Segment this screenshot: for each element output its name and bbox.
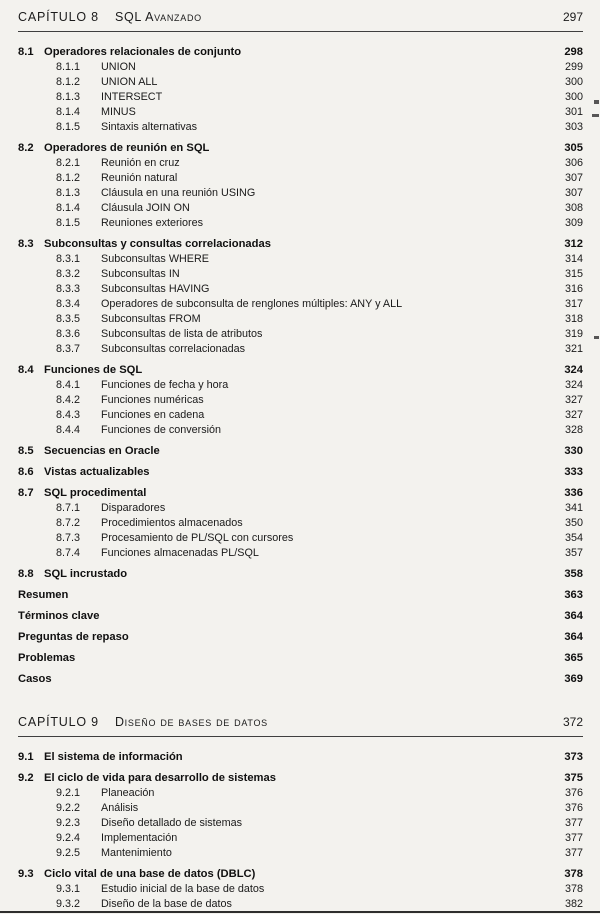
toc-entry-number: 8.3.3 bbox=[56, 283, 81, 295]
toc-entry-page: 306 bbox=[564, 157, 583, 169]
chapter-8-label: CAPÍTULO 8 bbox=[18, 10, 99, 24]
toc-entry-page: 324 bbox=[564, 364, 583, 376]
chapter-9-page-number: 372 bbox=[562, 715, 583, 729]
toc-entry-page: 376 bbox=[564, 802, 583, 814]
toc-entry bbox=[18, 867, 583, 882]
toc-entry bbox=[18, 363, 583, 378]
toc-entry-number: 8.1.5 bbox=[56, 217, 81, 229]
toc-entry-title: Subconsultas HAVING bbox=[101, 283, 210, 295]
toc-entry-page: 312 bbox=[564, 238, 583, 250]
toc-entry-page: 317 bbox=[564, 298, 583, 310]
toc-entry-title: Subconsultas IN bbox=[101, 268, 180, 280]
toc-entry-page: 303 bbox=[564, 121, 583, 133]
toc-entry bbox=[18, 297, 583, 312]
toc-entry bbox=[18, 771, 583, 786]
chapter-9-entries bbox=[18, 750, 583, 912]
toc-entry-page: 300 bbox=[564, 91, 583, 103]
toc-entry bbox=[18, 408, 583, 423]
toc-entry-number: 8.8 bbox=[18, 568, 34, 580]
toc-entry-page: 382 bbox=[564, 898, 583, 910]
toc-entry bbox=[18, 588, 583, 603]
toc-entry bbox=[18, 672, 583, 687]
toc-entry-title: Planeación bbox=[101, 787, 155, 799]
toc-entry-page: 376 bbox=[564, 787, 583, 799]
toc-entry bbox=[18, 465, 583, 480]
toc-entry-number: 8.3 bbox=[18, 238, 34, 250]
toc-entry-title: Operadores de subconsulta de renglones múltiples: ANY y ALL bbox=[101, 298, 403, 310]
toc-entry-page: 301 bbox=[564, 106, 583, 118]
toc-entry-title: Diseño detallado de sistemas bbox=[101, 817, 243, 829]
toc-entry-title: Términos clave bbox=[18, 610, 100, 622]
toc-entry-title: SQL incrustado bbox=[44, 568, 128, 580]
toc-entry-title: Preguntas de repaso bbox=[18, 631, 129, 643]
toc-entry-number: 8.5 bbox=[18, 445, 34, 457]
toc-entry-page: 336 bbox=[564, 487, 583, 499]
chapter-9-label: CAPÍTULO 9 bbox=[18, 715, 99, 729]
chapter-9-title: Diseño de bases de datos bbox=[114, 715, 268, 729]
toc-entry-page: 350 bbox=[564, 517, 583, 529]
toc-entry bbox=[18, 342, 583, 357]
toc-entry-number: 9.1 bbox=[18, 751, 34, 763]
toc-entry bbox=[18, 186, 583, 201]
toc-entry bbox=[18, 201, 583, 216]
toc-entry-page: 300 bbox=[564, 76, 583, 88]
toc-entry-page: 305 bbox=[564, 142, 583, 154]
toc-entry-page: 328 bbox=[564, 424, 583, 436]
toc-entry-title: Implementación bbox=[101, 832, 178, 844]
toc-entry-page: 373 bbox=[564, 751, 583, 763]
toc-entry-number: 8.4.1 bbox=[56, 379, 81, 391]
toc-entry bbox=[18, 531, 583, 546]
toc-entry-number: 8.7.3 bbox=[56, 532, 81, 544]
toc-entry-number: 8.3.7 bbox=[56, 343, 81, 355]
toc-entry-page: 378 bbox=[564, 868, 583, 880]
toc-entry-number: 9.2.3 bbox=[56, 817, 81, 829]
toc-entry-title: Operadores relacionales de conjunto bbox=[44, 46, 242, 58]
toc-entry bbox=[18, 846, 583, 861]
toc-entry-title: Problemas bbox=[18, 652, 76, 664]
toc-entry bbox=[18, 90, 583, 105]
toc-entry bbox=[18, 393, 583, 408]
toc-entry-title: Cláusula en una reunión USING bbox=[101, 187, 256, 199]
toc-entry-page: 314 bbox=[564, 253, 583, 265]
toc-entry-number: 9.2.1 bbox=[56, 787, 81, 799]
toc-entry-title: SQL procedimental bbox=[44, 487, 147, 499]
toc-entry bbox=[18, 267, 583, 282]
toc-entry-page: 364 bbox=[564, 610, 583, 622]
toc-entry-title: Sintaxis alternativas bbox=[101, 121, 198, 133]
toc-entry bbox=[18, 105, 583, 120]
toc-entry-page: 333 bbox=[564, 466, 583, 478]
toc-entry-number: 8.6 bbox=[18, 466, 34, 478]
toc-entry bbox=[18, 141, 583, 156]
toc-entry-page: 364 bbox=[564, 631, 583, 643]
toc-entry-number: 8.3.4 bbox=[56, 298, 81, 310]
toc-entry-title: Resumen bbox=[18, 589, 69, 601]
toc-entry bbox=[18, 444, 583, 459]
toc-entry-title: Procedimientos almacenados bbox=[101, 517, 243, 529]
toc-entry-title: Secuencias en Oracle bbox=[44, 445, 160, 457]
toc-entry bbox=[18, 786, 583, 801]
toc-entry bbox=[18, 486, 583, 501]
toc-entry-title: Subconsultas FROM bbox=[101, 313, 201, 325]
toc-entry bbox=[18, 60, 583, 75]
toc-entry bbox=[18, 156, 583, 171]
toc-entry-page: 307 bbox=[564, 172, 583, 184]
chapter-8-page-number: 297 bbox=[562, 10, 583, 24]
toc-entry-number: 8.3.6 bbox=[56, 328, 81, 340]
toc-entry-title: Subconsultas correlacionadas bbox=[101, 343, 246, 355]
toc-entry-title: Subconsultas WHERE bbox=[101, 253, 210, 265]
toc-entry-title: Reunión natural bbox=[101, 172, 178, 184]
toc-entry-number: 9.2.4 bbox=[56, 832, 81, 844]
toc-entry bbox=[18, 45, 583, 60]
toc-entry bbox=[18, 567, 583, 582]
toc-entry bbox=[18, 750, 583, 765]
toc-entry bbox=[18, 237, 583, 252]
toc-entry-page: 316 bbox=[564, 283, 583, 295]
toc-entry-page: 377 bbox=[564, 832, 583, 844]
toc-entry-title: Subconsultas de lista de atributos bbox=[101, 328, 263, 340]
toc-entry bbox=[18, 882, 583, 897]
toc-entry bbox=[18, 327, 583, 342]
toc-entry-page: 315 bbox=[564, 268, 583, 280]
toc-entry-number: 8.2 bbox=[18, 142, 34, 154]
toc-entry-number: 8.4.2 bbox=[56, 394, 81, 406]
toc-entry bbox=[18, 312, 583, 327]
toc-entry bbox=[18, 546, 583, 561]
scan-artifact bbox=[592, 114, 599, 117]
toc-entry-title: Reuniones exteriores bbox=[101, 217, 204, 229]
toc-entry-page: 319 bbox=[564, 328, 583, 340]
toc-entry-title: Funciones de SQL bbox=[44, 364, 143, 376]
toc-entry-number: 9.2.5 bbox=[56, 847, 81, 859]
toc-entry bbox=[18, 630, 583, 645]
toc-entry bbox=[18, 282, 583, 297]
toc-entry-title: Operadores de reunión en SQL bbox=[44, 142, 210, 154]
toc-entry-title: INTERSECT bbox=[101, 91, 163, 103]
toc-entry bbox=[18, 609, 583, 624]
toc-entry-title: Vistas actualizables bbox=[44, 466, 150, 478]
toc-entry-page: 341 bbox=[564, 502, 583, 514]
toc-entry-title: Funciones almacenadas PL/SQL bbox=[101, 547, 259, 559]
toc-entry-title: Disparadores bbox=[101, 502, 166, 514]
toc-entry-number: 9.3.2 bbox=[56, 898, 81, 910]
toc-entry-number: 8.2.1 bbox=[56, 157, 81, 169]
toc-entry-title: Cláusula JOIN ON bbox=[101, 202, 190, 214]
toc-entry bbox=[18, 651, 583, 666]
toc-entry-page: 354 bbox=[564, 532, 583, 544]
toc-entry-title: Funciones de conversión bbox=[101, 424, 222, 436]
scan-artifact bbox=[594, 100, 599, 104]
toc-entry bbox=[18, 816, 583, 831]
toc-entry-title: Procesamiento de PL/SQL con cursores bbox=[101, 532, 294, 544]
toc-entry-number: 8.3.5 bbox=[56, 313, 81, 325]
toc-entry-number: 9.2 bbox=[18, 772, 34, 784]
toc-entry-title: Funciones en cadena bbox=[101, 409, 205, 421]
toc-entry-page: 299 bbox=[564, 61, 583, 73]
chapter-8-block bbox=[18, 10, 583, 687]
toc-entry-number: 8.7.2 bbox=[56, 517, 81, 529]
toc-entry-page: 309 bbox=[564, 217, 583, 229]
toc-entry-page: 330 bbox=[564, 445, 583, 457]
toc-entry bbox=[18, 516, 583, 531]
toc-entry-number: 8.7.4 bbox=[56, 547, 81, 559]
toc-entry bbox=[18, 378, 583, 393]
toc-entry bbox=[18, 423, 583, 438]
toc-entry-page: 318 bbox=[564, 313, 583, 325]
toc-entry-title: MINUS bbox=[101, 106, 136, 118]
toc-entry-page: 308 bbox=[564, 202, 583, 214]
toc-entry-page: 358 bbox=[564, 568, 583, 580]
toc-entry-page: 307 bbox=[564, 187, 583, 199]
chapter-8-header bbox=[18, 10, 583, 32]
scan-artifact bbox=[594, 336, 599, 339]
toc-entry-page: 377 bbox=[564, 847, 583, 859]
toc-entry-title: Mantenimiento bbox=[101, 847, 172, 859]
toc-entry-number: 8.1.1 bbox=[56, 61, 81, 73]
toc-entry-title: Funciones numéricas bbox=[101, 394, 204, 406]
toc-entry bbox=[18, 120, 583, 135]
toc-entry-title: El ciclo de vida para desarrollo de sistemas bbox=[44, 772, 276, 784]
toc-entry-title: Análisis bbox=[101, 802, 139, 814]
toc-entry-title: Casos bbox=[18, 673, 52, 685]
toc-entry bbox=[18, 75, 583, 90]
toc-entry-number: 8.1.2 bbox=[56, 76, 81, 88]
toc-entry-number: 8.3.1 bbox=[56, 253, 81, 265]
toc-entry bbox=[18, 171, 583, 186]
toc-entry-title: Funciones de fecha y hora bbox=[101, 379, 229, 391]
toc-entry-page: 375 bbox=[564, 772, 583, 784]
toc-entry-page: 327 bbox=[564, 409, 583, 421]
toc-entry-number: 8.1.3 bbox=[56, 91, 81, 103]
toc-entry-page: 363 bbox=[564, 589, 583, 601]
toc-entry-number: 8.1.4 bbox=[56, 106, 81, 118]
chapter-8-entries bbox=[18, 45, 583, 687]
toc-entry-page: 327 bbox=[564, 394, 583, 406]
toc-entry-title: Diseño de la base de datos bbox=[101, 898, 232, 910]
toc-entry-number: 8.4.3 bbox=[56, 409, 81, 421]
toc-entry-title: Estudio inicial de la base de datos bbox=[101, 883, 265, 895]
toc-entry-page: 365 bbox=[564, 652, 583, 664]
toc-entry-title: El sistema de información bbox=[44, 751, 183, 763]
toc-entry bbox=[18, 831, 583, 846]
toc-entry-page: 378 bbox=[564, 883, 583, 895]
page-bottom-rule bbox=[0, 911, 600, 913]
toc-entry-page: 357 bbox=[564, 547, 583, 559]
toc-entry-number: 9.3 bbox=[18, 868, 34, 880]
toc-entry-number: 8.1.4 bbox=[56, 202, 81, 214]
toc-entry bbox=[18, 216, 583, 231]
toc-entry bbox=[18, 252, 583, 267]
toc-entry-page: 321 bbox=[564, 343, 583, 355]
toc-entry bbox=[18, 801, 583, 816]
toc-entry bbox=[18, 897, 583, 912]
toc-entry-number: 8.1 bbox=[18, 46, 34, 58]
toc-entry-number: 8.1.5 bbox=[56, 121, 81, 133]
toc-entry-title: UNION ALL bbox=[101, 76, 158, 88]
toc-entry-number: 8.3.2 bbox=[56, 268, 81, 280]
toc-entry-number: 8.7 bbox=[18, 487, 34, 499]
toc-entry-title: Subconsultas y consultas correlacionadas bbox=[44, 238, 271, 250]
toc-entry-number: 8.4 bbox=[18, 364, 34, 376]
toc-entry-number: 8.7.1 bbox=[56, 502, 81, 514]
chapter-8-title: SQL Avanzado bbox=[114, 10, 202, 24]
toc-entry-page: 377 bbox=[564, 817, 583, 829]
toc-entry-page: 298 bbox=[564, 46, 583, 58]
toc-entry-title: UNION bbox=[101, 61, 136, 73]
toc-entry-number: 8.1.3 bbox=[56, 187, 81, 199]
toc-entry-number: 9.2.2 bbox=[56, 802, 81, 814]
toc-entry-number: 9.3.1 bbox=[56, 883, 81, 895]
chapter-9-block bbox=[18, 715, 583, 912]
toc-entry-page: 369 bbox=[564, 673, 583, 685]
toc-entry bbox=[18, 501, 583, 516]
chapter-9-header bbox=[18, 715, 583, 737]
toc-entry-title: Reunión en cruz bbox=[101, 157, 180, 169]
toc-entry-page: 324 bbox=[564, 379, 583, 391]
toc-entry-title: Ciclo vital de una base de datos (DBLC) bbox=[44, 868, 256, 880]
toc-entry-number: 8.4.4 bbox=[56, 424, 81, 436]
toc-entry-number: 8.1.2 bbox=[56, 172, 81, 184]
